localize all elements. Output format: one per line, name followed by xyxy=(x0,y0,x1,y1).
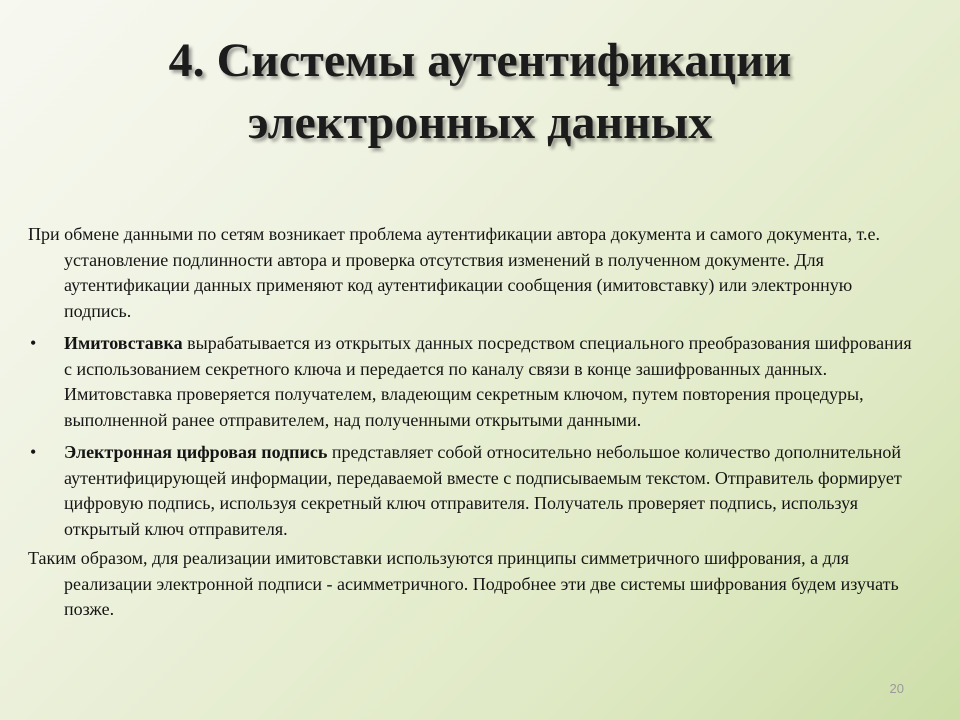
bullet-text: представляет собой относительно небольшое количество дополнительной аутентифицирующей информации, передаваемой вместе с подписываемым текстом. Отправитель формирует цифровую подпись, используя секретный ключ отправителя. Получатель проверяет подпись, используя открытый ключ отправителя. xyxy=(64,442,902,539)
title-line-1: 4. Системы аутентификации xyxy=(168,34,792,87)
bullet-icon: • xyxy=(30,333,37,353)
title-line-2: электронных данных xyxy=(247,96,713,149)
bullet-text: вырабатывается из открытых данных посредством специального преобразования шифрования с использованием секретного ключа и передается по каналу связи в конце зашифрованных данных. Имитовставка проверяется получателем, владеющим секретным ключом, путем повторения процедуры, выполненной ранее отправителем, над полученными открытыми данными. xyxy=(64,333,912,430)
page-number: 20 xyxy=(889,681,904,696)
slide-title xyxy=(40,30,920,154)
bullet-item-imitovstavka xyxy=(28,331,918,433)
bullet-term: Электронная цифровая подпись xyxy=(64,442,328,462)
bullet-term: Имитовставка xyxy=(64,333,183,353)
intro-paragraph: При обмене данными по сетям возникает проблема аутентификации автора документа и самого документа, т.е. установление подлинности автора и проверка отсутствия изменений в полученном документе. Для аутентификации данных применяют код аутентификации сообщения (имитовставку) или электронную подпись. xyxy=(28,224,880,321)
bullet-icon: • xyxy=(30,442,37,462)
conclusion-paragraph: Таким образом, для реализации имитовставки используются принципы симметричного шифрования, а для реализации электронной подписи - асимметричного. Подробнее эти две системы шифрования будем изучать позже. xyxy=(28,548,899,619)
bullet-item-digital-signature xyxy=(28,440,918,542)
slide-body xyxy=(28,222,918,623)
